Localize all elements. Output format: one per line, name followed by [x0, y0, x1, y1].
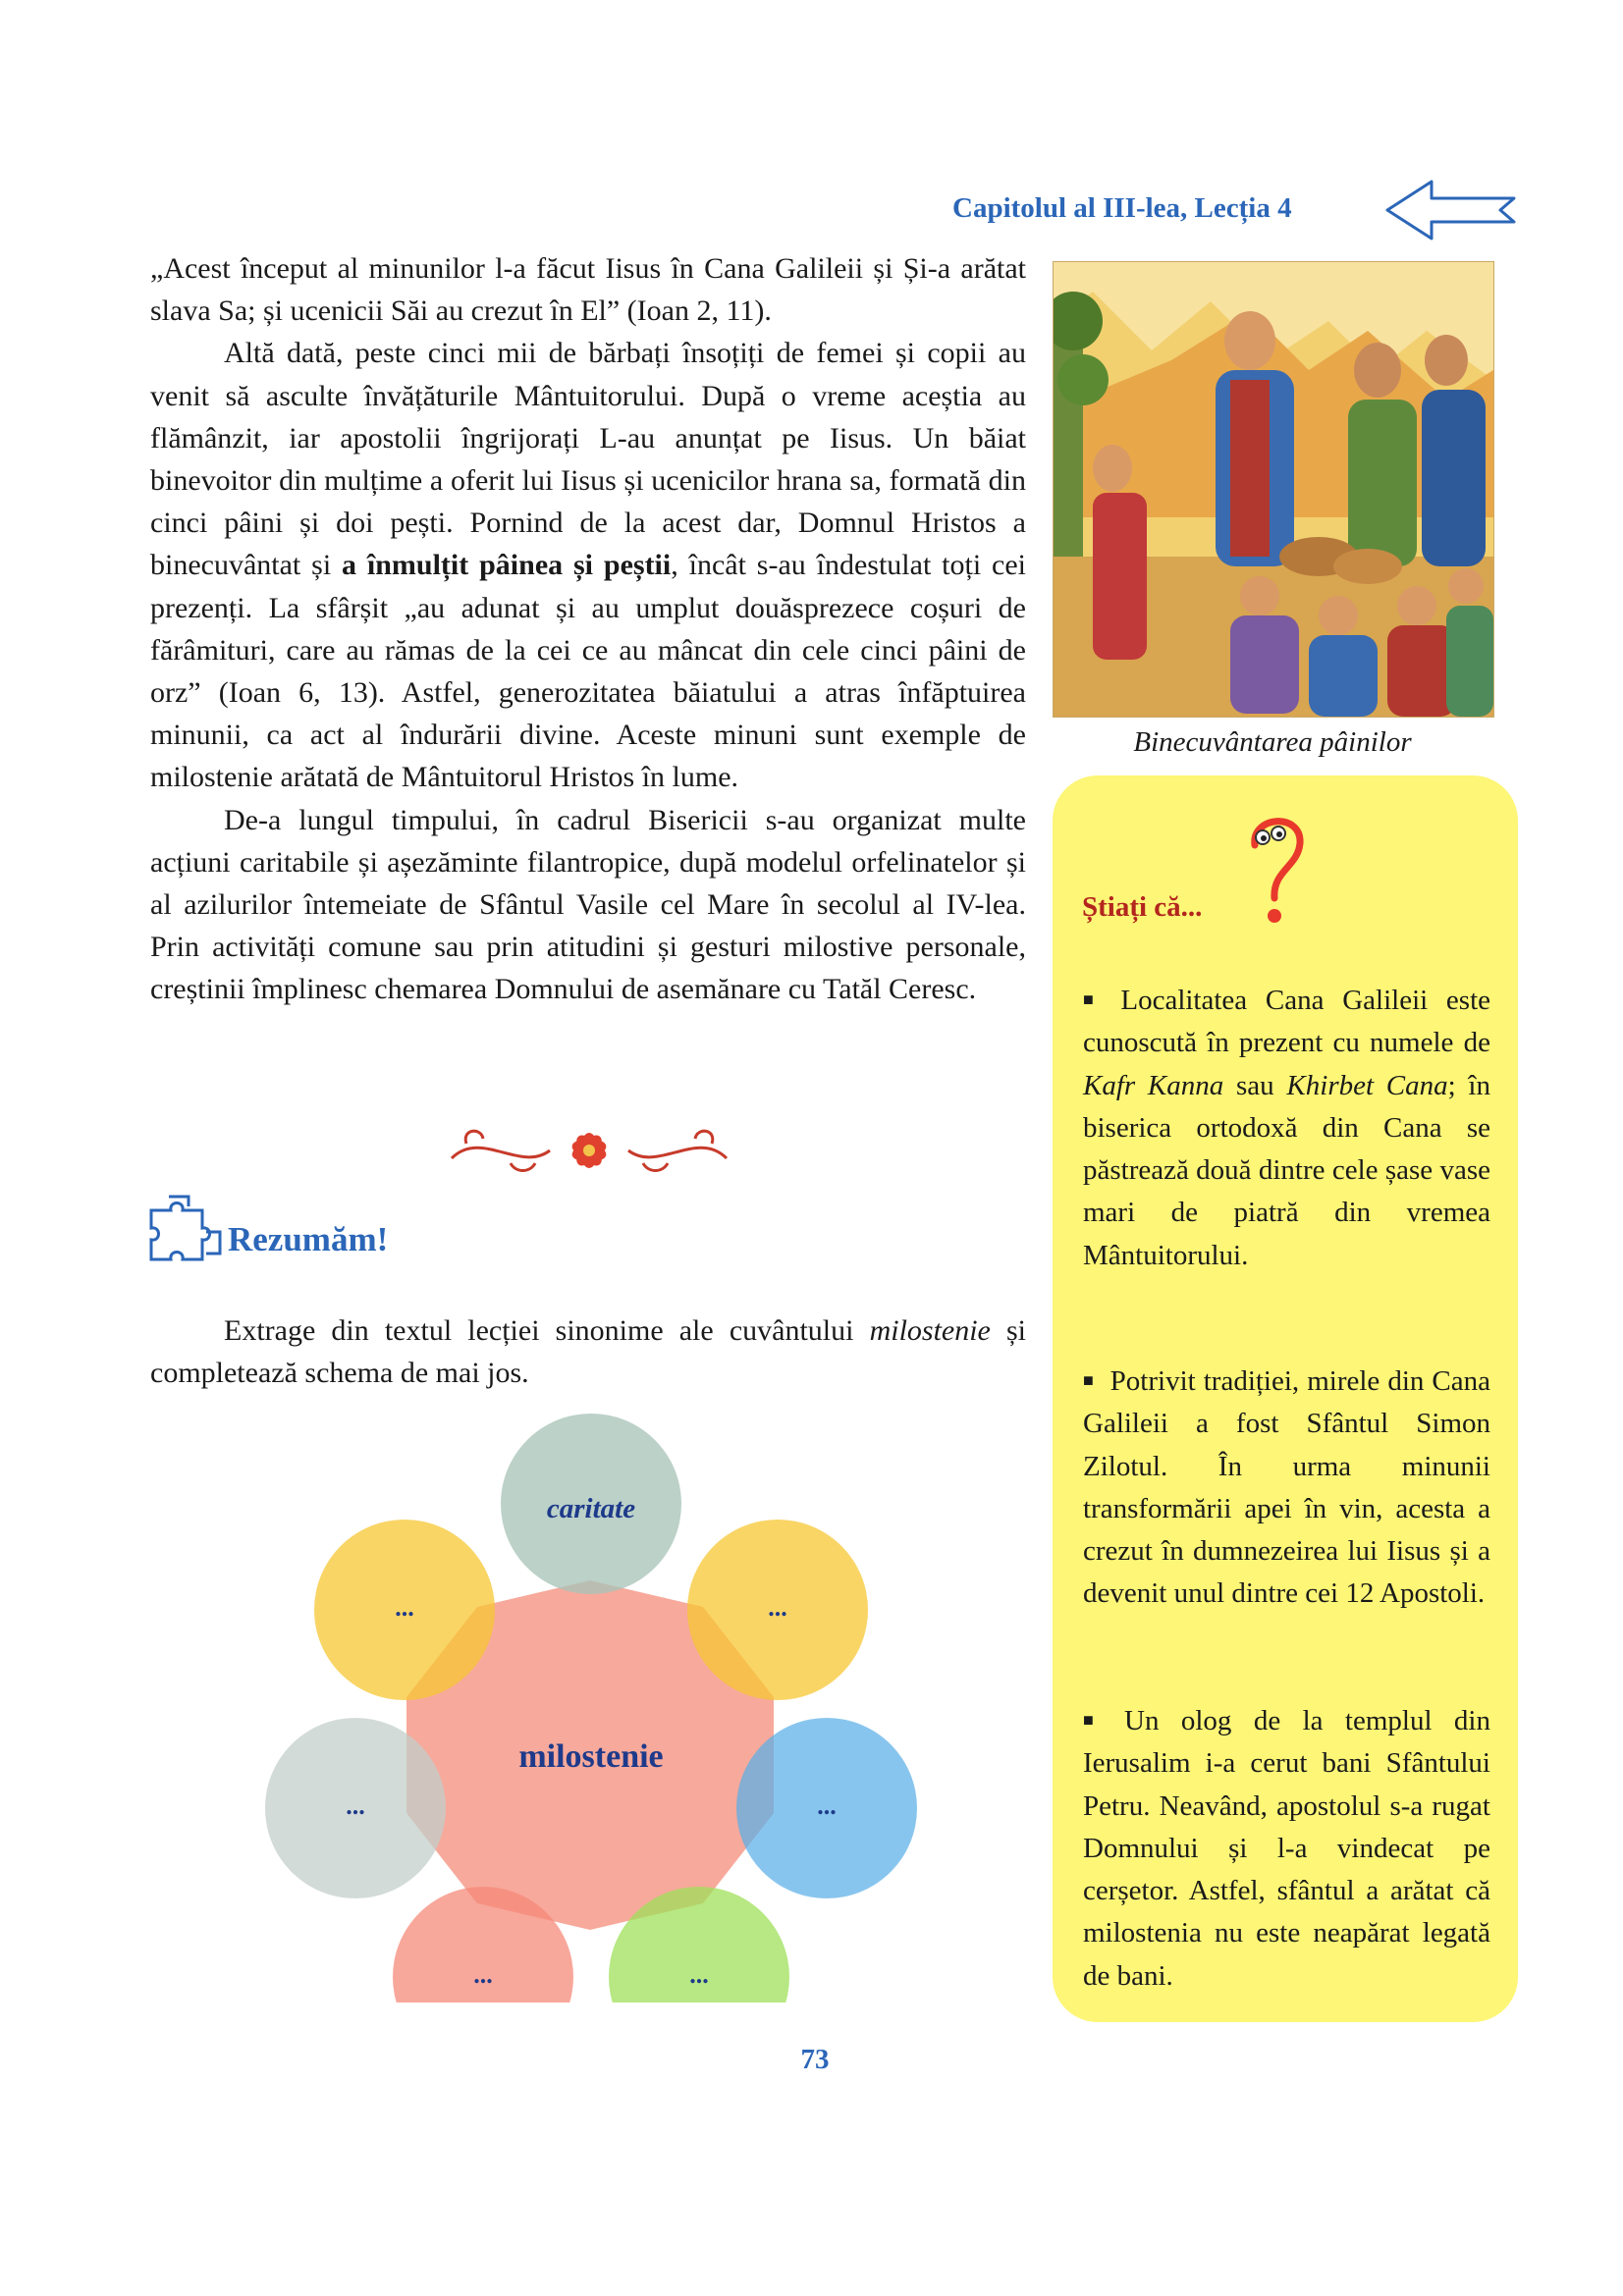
fact-item-1: ■ Localitatea Cana Galileii este cunoscută în prezent cu numele de Kafr Kanna sau Khirbet Cana; în biserica ortodoxă din Cana se păstrează două dintre cele șase vase mari de piatră din vremea Mântuitorului.	[1083, 985, 1490, 1271]
did-you-know-title: Știați că...	[1082, 891, 1203, 923]
paragraph-1: „Acest început al minunilor l-a făcut Iisus în Cana Galileii și Și-a arătat slava Sa; și ucenicii Săi au crezut în El” (Ioan 2, 11).	[150, 252, 1026, 328]
summary-title: Rezumăm!	[228, 1220, 389, 1258]
lesson-text	[150, 247, 1026, 1011]
synonym-diagram	[255, 1404, 943, 2007]
paragraph-3: De-a lungul timpului, în cadrul Bisericii s-au organizat multe acțiuni caritabile și așezăminte filantropice, după modelul orfelinatelor și al azilurilor întemeiate de Sfântul Vasile cel Mare în secolul al IV-lea. Prin activități comune sau prin atitudini și gesturi milostive personale, creștinii împlinesc chemarea Domnului de asemănare cu Tatăl Ceresc.	[150, 803, 1026, 1006]
task-text: Extrage din textul lecției sinonime ale cuvântului milostenie și completează schema de mai jos.	[150, 1314, 1026, 1390]
fact-item-2: ■ Potrivit tradiției, mirele din Cana Galileii a fost Sfântul Simon Zilotul. În urma minunii transformării apei în vin, acesta a crezut în dumnezeirea lui Iisus și a devenit unul dintre cei 12 Apostoli.	[1083, 1365, 1490, 1610]
bold-phrase: a înmulțit pâinea și peștii	[342, 549, 672, 582]
petal-label-left: ...	[346, 1791, 365, 1820]
puzzle-icon	[145, 1193, 226, 1278]
icon-image	[1053, 261, 1494, 718]
petal-label-top: caritate	[546, 1493, 636, 1524]
floral-divider	[442, 1119, 736, 1185]
image-caption: Binecuvântarea pâinilor	[1133, 726, 1412, 758]
back-arrow-icon[interactable]	[1384, 177, 1517, 248]
petal-label-bottom-left: ...	[473, 1960, 493, 1989]
petal-label-bottom-right: ...	[689, 1960, 709, 1989]
center-label: milostenie	[518, 1738, 664, 1775]
fact-item-3: ■ Un olog de la templul din Ierusalim i-a cerut bani Sfântului Petru. Neavând, apostolul s-a rugat Domnului și l-a vindecat pe cerșetor. Astfel, sfântul a arătat că milostenia nu este neapărat legată de bani.	[1083, 1705, 1490, 1992]
question-mark-icon	[1237, 810, 1316, 933]
petal-label-top-right: ...	[768, 1593, 787, 1622]
paragraph-2: Altă dată, peste cinci mii de bărbați însoțiți de femei și copii au venit să asculte învățăturile Mântuitorului. După o vreme aceștia au flămânzit, iar apostolii îngrijorați L-au anunțat pe Iisus. Un băiat binevoitor din mulțime a oferit lui Iisus și ucenicilor hrana sa, formată din cinci pâini și doi pești. Pornind de la acest dar, Domnul Hristos a binecuvântat și a înmulțit pâinea și peștii, încât s-au îndestulat toți cei prezenți. La sfârșit „au adunat și au umplut douăsprezece coșuri de fărâmituri, care au rămas de la cei ce au mâncat din cele cinci pâini de orz” (Ioan 6, 13). Astfel, generozitatea băiatului a atras înfăptuirea minunii, ca act al îndurării divine. Aceste minuni sunt exemple de milostenie arătată de Mântuitorul Hristos în lume.	[150, 337, 1026, 794]
chapter-title: Capitolul al III-lea, Lecția 4	[952, 192, 1292, 224]
petal-label-right: ...	[817, 1791, 837, 1820]
petal-label-top-left: ...	[395, 1593, 414, 1622]
page-number: 73	[800, 2044, 830, 2075]
